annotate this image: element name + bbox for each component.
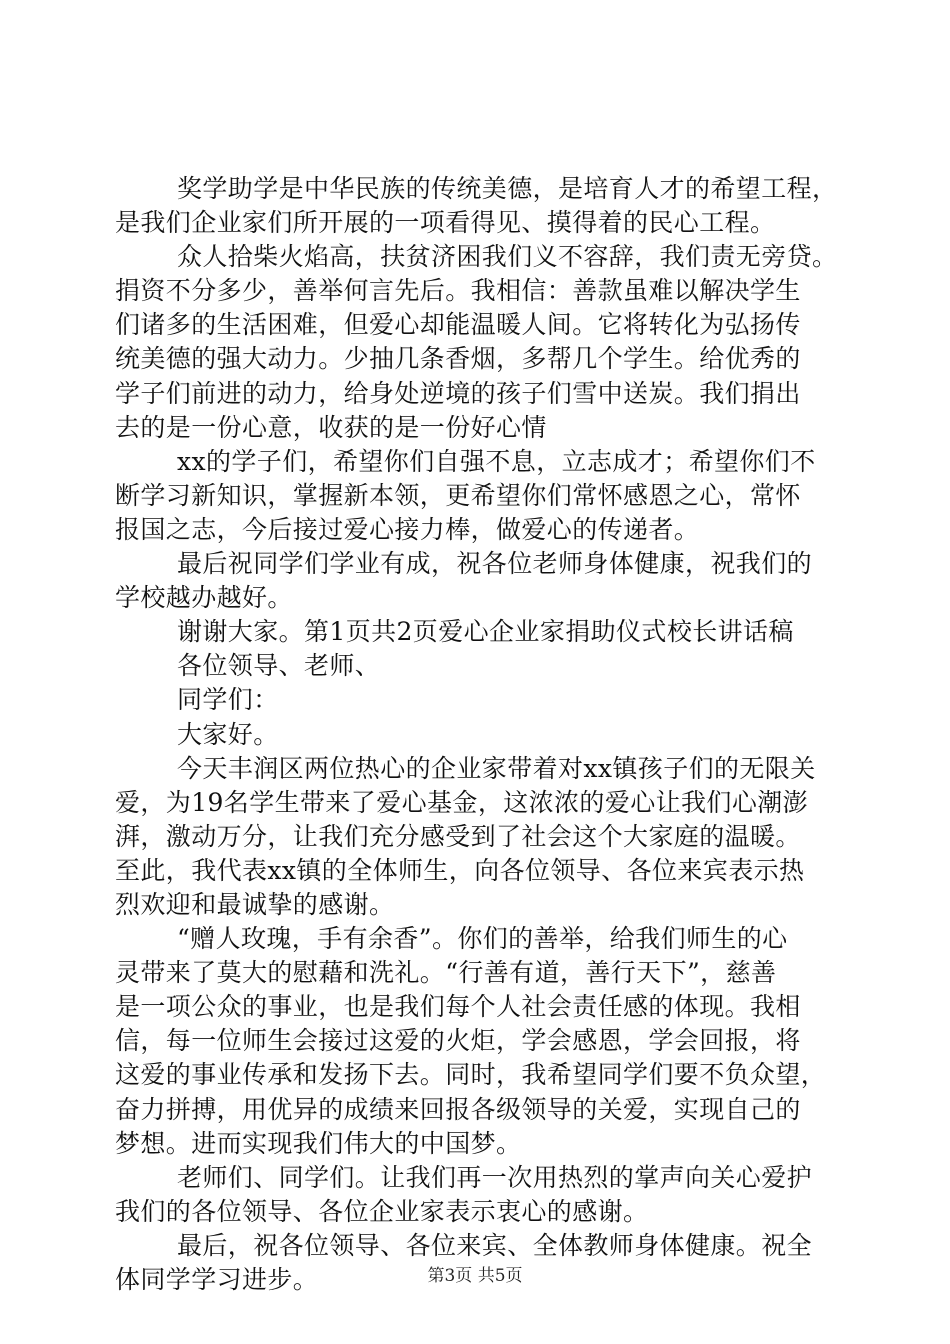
- text-line: 这爱的事业传承和发扬下去。同时，我希望同学们要不负众望，: [115, 1060, 827, 1090]
- text-line: 是一项公众的事业，也是我们每个人社会责任感的体现。我相: [115, 992, 801, 1022]
- text-line: 统美德的强大动力。少抽几条香烟，多帮几个学生。给优秀的: [115, 344, 801, 374]
- text-line: 爱，为19名学生带来了爱心基金，这浓浓的爱心让我们心潮澎: [115, 787, 809, 817]
- text-line: 今天丰润区两位热心的企业家带着对xx镇孩子们的无限关: [177, 753, 816, 783]
- text-line: 们诸多的生活困难，但爱心却能温暖人间。它将转化为弘扬传: [115, 310, 801, 340]
- text-line: 烈欢迎和最诚挚的感谢。: [115, 889, 395, 919]
- text-line: 是我们企业家们所开展的一项看得见、摸得着的民心工程。: [115, 208, 776, 238]
- text-line: 湃，激动万分，让我们充分感受到了社会这个大家庭的温暖。: [115, 821, 801, 851]
- text-line: 体同学学习进步。: [115, 1265, 319, 1294]
- text-line: 梦想。进而实现我们伟大的中国梦。: [115, 1128, 522, 1158]
- text-line: 捐资不分多少，善举何言先后。我相信：善款虽难以解决学生: [115, 276, 801, 306]
- text-line: 报国之志，今后接过爱心接力棒，做爱心的传递者。: [115, 514, 700, 544]
- text-line: 同学们：: [177, 685, 279, 715]
- text-line: 各位领导、老师、: [177, 651, 381, 681]
- text-line: 老师们、同学们。让我们再一次用热烈的掌声向关心爱护: [177, 1162, 813, 1192]
- text-line: 奖学助学是中华民族的传统美德，是培育人才的希望工程，: [177, 174, 838, 203]
- text-line: xx的学子们，希望你们自强不息，立志成才；希望你们不: [177, 446, 816, 476]
- text-line: 谢谢大家。第1页共2页爱心企业家捐助仪式校长讲话稿: [177, 617, 794, 647]
- text-line: 断学习新知识，掌握新本领，更希望你们常怀感恩之心，常怀: [115, 480, 801, 510]
- text-line: 学校越办越好。: [115, 583, 293, 613]
- text-line: 至此，我代表xx镇的全体师生，向各位领导、各位来宾表示热: [115, 855, 805, 885]
- text-line: 信，每一位师生会接过这爱的火炬，学会感恩，学会回报，将: [115, 1026, 801, 1056]
- text-line: 我们的各位领导、各位企业家表示衷心的感谢。: [115, 1196, 649, 1226]
- text-line: 去的是一份心意，收获的是一份好心情: [115, 412, 547, 442]
- text-line: 奋力拼搏，用优异的成绩来回报各级领导的关爱，实现自己的: [115, 1094, 801, 1124]
- text-line: 最后祝同学们学业有成，祝各位老师身体健康，祝我们的: [177, 549, 813, 579]
- page-footer: 第3页 共5页: [427, 1266, 523, 1286]
- text-line: 学子们前进的动力，给身处逆境的孩子们雪中送炭。我们捐出: [115, 378, 801, 408]
- text-line: 众人拾柴火焰高，扶贫济困我们义不容辞，我们责无旁贷。: [177, 242, 838, 272]
- text-line: 大家好。: [177, 719, 279, 749]
- document-body: [115, 172, 850, 1297]
- text-line: “赠人玫瑰，手有余香”。你们的善举，给我们师生的心: [177, 924, 788, 954]
- text-line: 最后，祝各位领导、各位来宾、全体教师身体健康。祝全: [177, 1230, 813, 1260]
- text-line: 灵带来了莫大的慰藉和洗礼。“行善有道，善行天下”，慈善: [115, 958, 777, 988]
